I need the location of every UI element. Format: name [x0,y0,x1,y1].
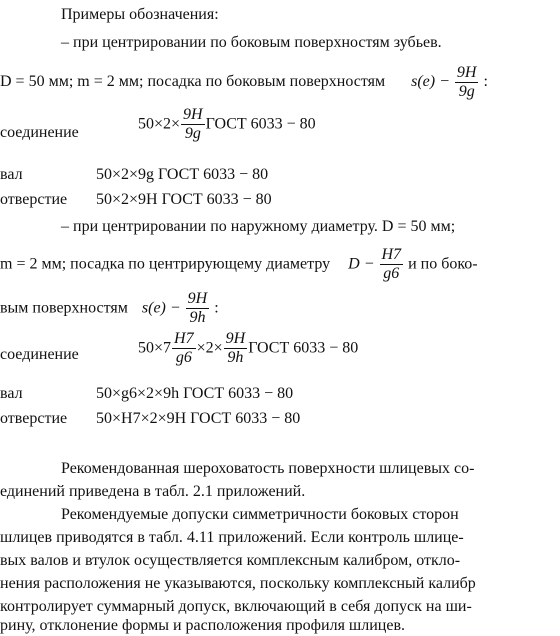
para-symmetry-line-2: шлицев приводятся в табл. 4.11 приложений. Если контроль шлице- [0,529,464,546]
frac-num: 9H [183,106,203,123]
frac-den: g6 [175,349,192,366]
param-text-3: вым поверхностям [0,299,128,317]
shaft-2-formula: 50×g6×2×9h ГОСТ 6033 − 80 [96,385,294,402]
fit-fraction-9H-9h [186,290,210,327]
fit-fraction-9H-9g [455,64,479,101]
label-joint-1: соединение [0,124,79,141]
label-shaft-1: вал [0,166,23,183]
param-line-3 [0,290,219,327]
shaft-1-formula: 50×2×9g ГОСТ 6033 − 80 [96,166,269,183]
para-symmetry-line-5: контролирует суммарный допуск, включающий в себя допуск на ши- [0,598,472,615]
para-symmetry-line-3: вых валов и втулок осуществляется комплексным калибром, откло- [0,552,461,569]
param-line-2 [0,246,478,283]
param-text-2: m = 2 мм; посадка по центрирующему диаметру [0,255,331,273]
colon: : [214,299,219,317]
joint-1-fraction [181,106,205,143]
para-symmetry-line-4: нения расположения не указываются, поскольку комплексный калибр [0,575,476,592]
para-roughness-line-1: Рекомендованная шероховатость поверхности шлицевых со- [61,460,475,477]
frac-den: 9g [184,125,201,142]
label-hole-1: отверстие [0,191,68,208]
para-symmetry-line-1: Рекомендуемые допуски симметричности боковых сторон [61,506,459,523]
frac-den: 9h [227,349,244,366]
frac-num: H7 [381,246,402,263]
fit-fraction-H7-g6 [380,246,404,283]
joint-2-fraction-1 [172,330,196,367]
case-outer-centering: – при центрировании по наружному диаметру. D = 50 мм; [61,218,456,235]
joint-2-mid: ×2× [196,339,223,357]
param-text: D = 50 мм; m = 2 мм; посадка по боковым поверхностям [0,73,386,91]
param-line-1 [0,64,488,101]
hole-1-formula: 50×2×9H ГОСТ 6033 − 80 [96,191,272,208]
joint-2-formula [138,330,358,367]
joint-1-gost: ГОСТ 6033 − 80 [205,115,316,133]
frac-den: 9h [189,309,206,326]
examples-heading: Примеры обозначения: [61,6,219,23]
fit-s-e: s(e) − [411,73,450,91]
frac-num: 9H [187,290,208,307]
frac-num: H7 [174,330,194,347]
para-symmetry-line-6: рину, отклонение формы и расположения профиля шлицев. [0,617,406,634]
frac-num: 9H [225,330,246,347]
frac-den: g6 [383,265,400,282]
joint-1-prefix: 50×2× [138,115,181,133]
fit-D: D − [348,255,375,273]
hole-2-formula: 50×H7×2×9H ГОСТ 6033 − 80 [96,410,301,427]
frac-num: 9H [456,64,477,81]
label-shaft-2: вал [0,385,23,402]
joint-2-gost: ГОСТ 6033 − 80 [248,339,359,357]
para-roughness-line-2: единений приведена в табл. 2.1 приложений. [0,483,306,500]
label-joint-2: соединение [0,346,79,363]
colon: : [483,73,488,91]
fit-s-e-2: s(e) − [141,299,181,317]
joint-2-fraction-2 [224,330,248,367]
label-hole-2: отверстие [0,410,68,427]
param-text-2-tail: и по боко- [408,255,478,273]
frac-den: 9g [458,83,475,100]
case-side-centering: – при центрировании по боковым поверхностям зубьев. [61,34,442,51]
joint-2-prefix: 50×7 [138,339,172,357]
joint-1-formula [138,106,316,143]
